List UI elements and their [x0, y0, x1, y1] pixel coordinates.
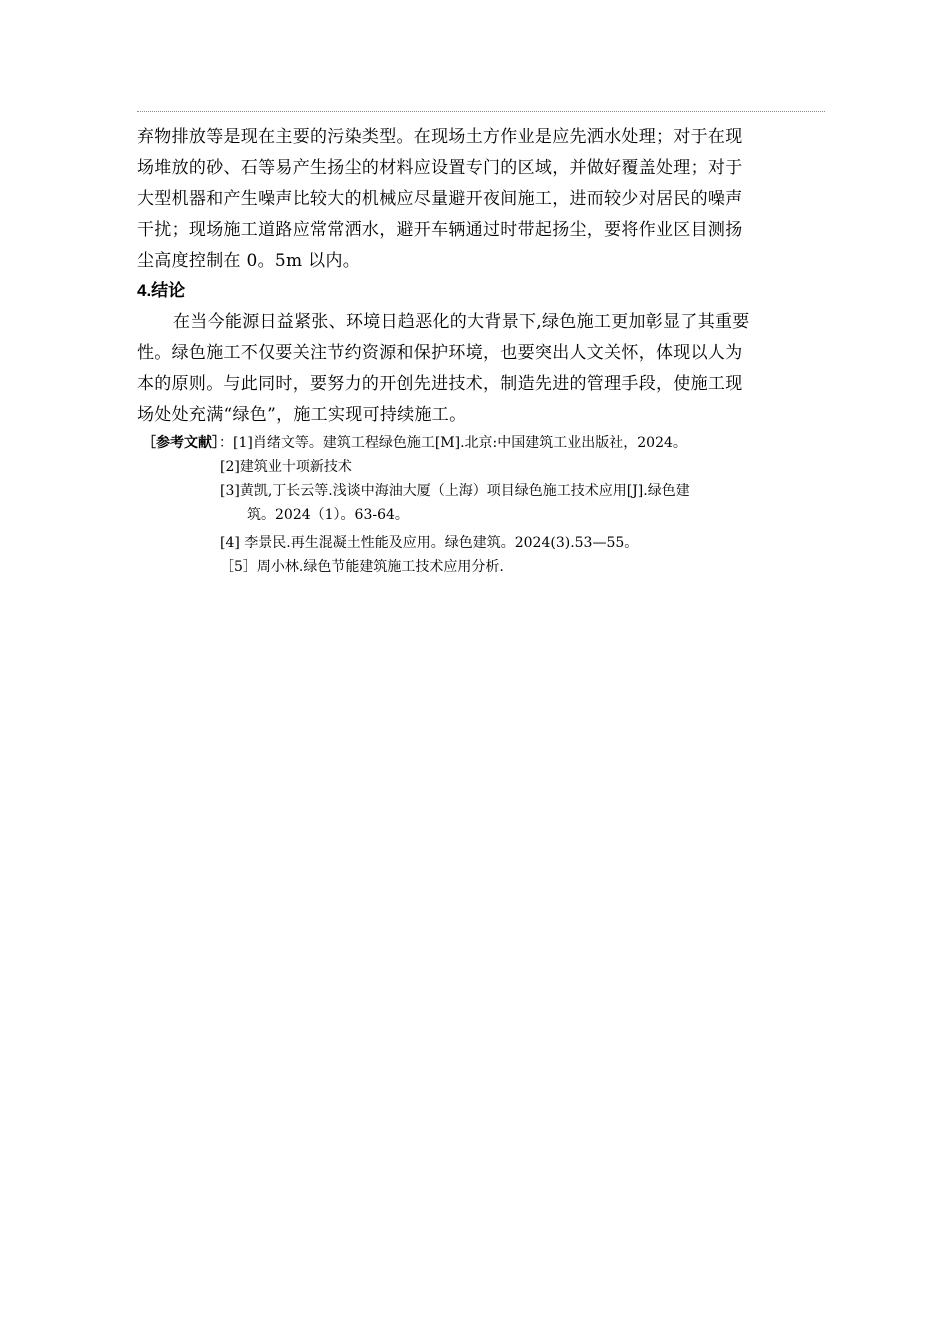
reference-item: ［5］周小林.绿色节能建筑施工技术应用分析. [220, 559, 504, 575]
header-dotted-rule [137, 111, 825, 112]
paragraph-line: 场堆放的砂、石等易产生扬尘的材料应设置专门的区域，并做好覆盖处理；对于 [137, 158, 743, 178]
reference-text: ：[1]肖绪文等。建筑工程绿色施工[M].北京:中国建筑工业出版社，2024。 [219, 435, 687, 451]
paragraph-line: 性。绿色施工不仅要关注节约资源和保护环境，也要突出人文关怀，体现以人为 [137, 343, 743, 363]
paragraph-line: 干扰；现场施工道路应常常洒水，避开车辆通过时带起扬尘，要将作业区目测扬 [137, 220, 743, 240]
paragraph-line: 在当今能源日益紧张、环境日趋恶化的大背景下,绿色施工更加彰显了其重要 [173, 312, 750, 332]
references-label: ［参考文献］ [142, 435, 219, 451]
reference-item-continuation: 筑。2024（1）。63-64。 [247, 507, 409, 523]
section-heading-conclusion: 4.结论 [137, 281, 186, 300]
paragraph-line: 大型机器和产生噪声比较大的机械应尽量避开夜间施工，进而较少对居民的噪声 [137, 189, 743, 209]
reference-item [142, 431, 687, 455]
paragraph-line: 弃物排放等是现在主要的污染类型。在现场土方作业是应先洒水处理；对于在现 [137, 127, 743, 147]
paragraph-line: 尘高度控制在 0。5m 以内。 [137, 251, 361, 271]
paragraph-line: 场处处充满“绿色”，施工实现可持续施工。 [137, 405, 467, 425]
reference-item: [4] 李景民.再生混凝土性能及应用。绿色建筑。2024(3).53—55。 [220, 535, 639, 551]
reference-item: [3]黄凯,丁长云等.浅谈中海油大厦（上海）项目绿色施工技术应用[J].绿色建 [220, 483, 690, 499]
conclusion-paragraph [137, 307, 827, 431]
environment-paragraph [137, 122, 827, 277]
paragraph-line: 本的原则。与此同时，要努力的开创先进技术，制造先进的管理手段，使施工现 [137, 374, 743, 394]
reference-item: [2]建筑业十项新技术 [220, 459, 352, 475]
